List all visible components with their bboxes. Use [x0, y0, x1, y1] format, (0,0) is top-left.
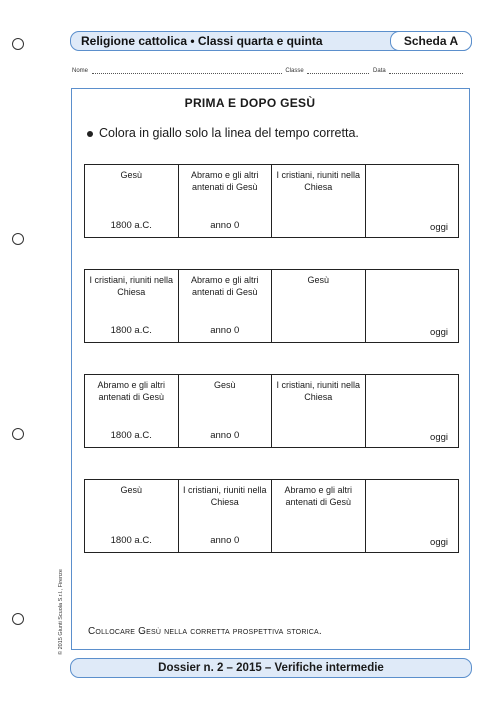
binder-hole-2	[12, 233, 24, 245]
cell-label: I cristiani, riuniti nella Chiesa	[276, 380, 361, 402]
timeline-cell	[85, 165, 179, 237]
timeline-cell	[179, 480, 273, 552]
timeline-cell	[85, 270, 179, 342]
binder-hole-3	[12, 428, 24, 440]
cell-date: anno 0	[210, 220, 240, 231]
cell-date: oggi	[430, 432, 448, 443]
timeline-cell	[85, 375, 179, 447]
exercise-title: PRIMA E DOPO GESÙ	[184, 96, 316, 110]
cell-label: Abramo e gli altri antenati di Gesù	[97, 380, 166, 402]
timeline-cell	[179, 375, 273, 447]
timeline-cell	[272, 375, 366, 447]
timeline-cell	[366, 375, 459, 447]
data-field[interactable]	[389, 73, 463, 74]
student-fields	[72, 68, 472, 74]
timeline-cell	[366, 270, 459, 342]
cell-label: Abramo e gli altri antenati di Gesù	[190, 275, 259, 297]
timeline-cell	[272, 480, 366, 552]
cell-date: 1800 a.C.	[110, 220, 152, 231]
cell-date: 1800 a.C.	[110, 430, 152, 441]
cell-label: Gesù	[120, 485, 142, 495]
copyright: © 2015 Giunti Scuola S.r.l., Firenze	[58, 569, 64, 655]
cell-label: Gesù	[120, 170, 142, 180]
binder-hole-1	[12, 38, 24, 50]
timeline-cell	[179, 270, 273, 342]
cell-label: I cristiani, riuniti nella Chiesa	[276, 170, 361, 192]
timeline-4[interactable]	[84, 479, 459, 553]
cell-date: anno 0	[210, 535, 240, 546]
cell-label: Abramo e gli altri antenati di Gesù	[190, 170, 259, 192]
scheda-label: Scheda A	[390, 31, 472, 51]
classe-field[interactable]	[307, 73, 369, 74]
timeline-1[interactable]	[84, 164, 459, 238]
instruction-text: Colora in giallo solo la linea del tempo corretta.	[99, 126, 359, 140]
timeline-cell	[366, 480, 459, 552]
cell-date: anno 0	[210, 325, 240, 336]
timeline-cell	[272, 165, 366, 237]
objective-note: Collocare Gesù nella corretta prospettiva storica.	[88, 626, 322, 637]
nome-label: Nome	[72, 68, 89, 74]
header-title: Religione cattolica • Classi quarta e quinta	[81, 34, 323, 48]
cell-date: 1800 a.C.	[110, 535, 152, 546]
dossier-band: Dossier n. 2 – 2015 – Verifiche intermedie	[70, 658, 472, 678]
timeline-cell	[85, 480, 179, 552]
timeline-cell	[366, 165, 459, 237]
binder-hole-4	[12, 613, 24, 625]
timeline-2[interactable]	[84, 269, 459, 343]
timeline-cell	[272, 270, 366, 342]
cell-label: Gesù	[213, 380, 236, 390]
data-label: Data	[373, 68, 386, 74]
timeline-3[interactable]	[84, 374, 459, 448]
timeline-cell	[179, 165, 273, 237]
cell-label: I cristiani, riuniti nella Chiesa	[89, 275, 174, 297]
cell-label: I cristiani, riuniti nella Chiesa	[182, 485, 267, 507]
instruction	[87, 126, 359, 140]
cell-date: oggi	[430, 327, 448, 338]
cell-label: Abramo e gli altri antenati di Gesù	[284, 485, 353, 507]
cell-date: oggi	[430, 222, 448, 233]
bullet-icon	[87, 131, 93, 137]
cell-date: 1800 a.C.	[110, 325, 152, 336]
header-band	[70, 31, 472, 51]
classe-label: Classe	[285, 68, 304, 74]
cell-label: Gesù	[307, 275, 329, 285]
cell-date: anno 0	[210, 430, 240, 441]
nome-field[interactable]	[92, 73, 282, 74]
cell-date: oggi	[430, 537, 448, 548]
